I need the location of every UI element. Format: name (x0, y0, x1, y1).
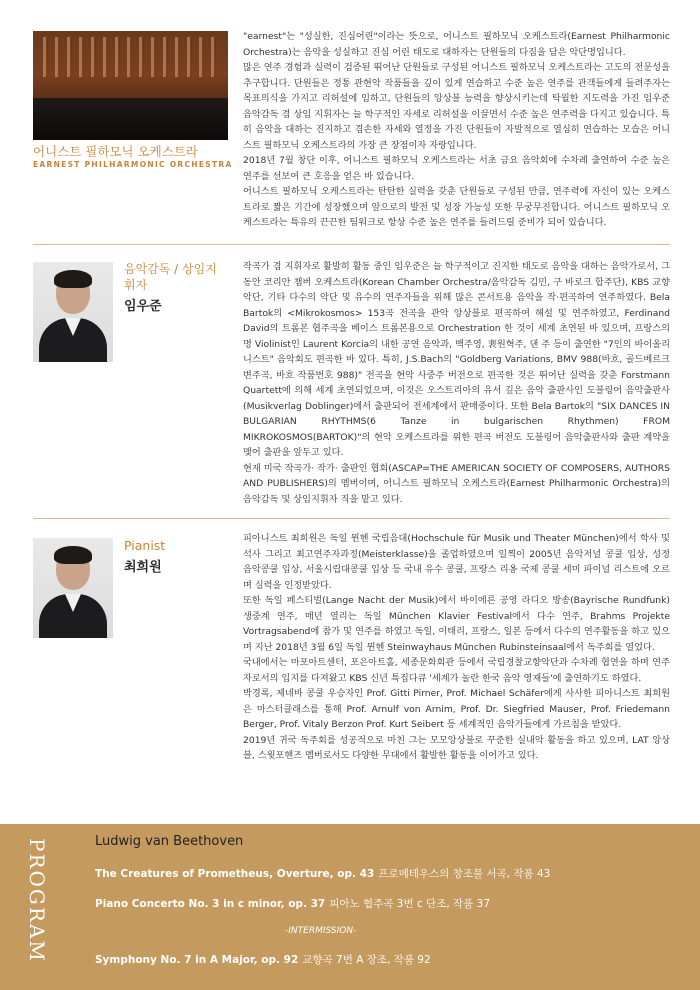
intermission-label: -INTERMISSION- (285, 926, 357, 936)
conductor-bio (243, 259, 670, 507)
conductor-section (33, 259, 670, 509)
section-divider (33, 518, 670, 519)
bio-paragraph: 2018년 7월 창단 이후, 어니스트 필하모닉 오케스트라는 서초 금요 음악회에 수차례 출연하여 수준 높은 연주를 선보여 큰 호응을 얻은 바 있습니다. (243, 155, 670, 182)
orchestra-bio (243, 29, 670, 231)
conductor-photo (33, 262, 113, 362)
conductor-role: 음악감독 / 상임지휘자 (124, 262, 217, 292)
bio-paragraph: 피아니스트 최희원은 독일 뮌헨 국립음대(Hochschule für Musik und Theater München)에서 학사 및 석사 그리고 최고연주자과정(Meisterklasse)을 졸업하였으며 일찍이 2005년 음악저널 콩쿨 입상, 성정 음악콩쿨 입상, 서울시립대콩쿨 입상 등 국내 유수 콩쿨, 프랑스 리옹 국제 콩쿨 세미 파이널 리스트에 오르며 실력을 인정받았다. (243, 533, 670, 591)
pianist-section (33, 532, 670, 817)
bio-paragraph: 작곡가 겸 지휘자로 활발히 활동 중인 임우준은 늘 학구적이고 진지한 태도로 음악을 대하는 음악가로서, 그동안 코리안 챔버 오케스트라(Korean Chamber Orchestra/음악감독 김민, 구 바로크 합주단), KBS 교향악단, 기타 다수의 악단 및 유수의 연주자들을 위해 많은 콘서트용 음악을 작·편곡하여 연주하였다. Bela Bartok의 <Mikrokosmos> 153곡 전곡을 관악 앙상블로 편곡하여 해설 및 연주하였고, Ferdinand David의 트롬본 협주곡을 베이스 트롬본용으로 Orchestration 한 것이 세계 초연된 바 있으며, 프랑스의 명 Violinist인 Laurent Korcia의 내한 공연 음악과, 백주영, 裵원혁주, 댄 주 등이 출연한 "7인의 바이올리니스트" 음악회도 편곡한 바 있다. 특히, J.S.Bach의 "Goldberg Variations, BMV 988(바흐, 골드베르크 변주곡, 바흐 작품번호 988)" 전곡을 현악 사중주 버전으로 편곡한 것은 뛰어난 실력을 갖춘 Forstmann Quartett에 의해 세계 초연되었으며, 이것은 오스트리아의 유서 깊은 음악 출판사인 도블링어 음악출판사(Musikverlag Doblinger)에서 출판되어 전세계에서 판매중이다. 또한 Bela Bartok의 "SIX DANCES IN BULGARIAN RHYTHMS(6 Tanze in bulgarischen Rhythmen) FROM MIKROKOSMOS(BARTOK)"의 현악 오케스트라를 위한 편곡 버전도 도블링어 음악출판사와 출판 계약을 맺어 출판을 앞두고 있다. (243, 261, 670, 458)
bio-paragraph: 2019년 귀국 독주회를 성공적으로 마친 그는 모모앙상블로 꾸준한 실내악 활동을 하고 있으며, LAT 앙상블, 스윗포핸즈 멤버로서도 다양한 무대에서 활발한 활동을 이어가고 있다. (243, 734, 670, 761)
bio-paragraph: 많은 연주 경험과 실력이 검증된 뛰어난 단원들로 구성된 어니스트 필하모닉 오케스트라는 고도의 전문성을 추구합니다. 단원들은 정통 관현악 작품들을 깊이 있게 연습하고 수준 높은 연주를 관객들에게 들려주자는 목표의식을 가지고 리허설에 임하고, 단원들의 앙상블 능력을 향상시키는데 탁월한 지도력을 가진 임우준 음악감독 겸 상임 지휘자는 늘 학구적인 자세로 리허설을 이끌면서 수준 높은 연주력을 다지고 있습니다. 특히 음악을 대하는 진지하고 겸손한 자세와 열정을 가진 단원들이 자발적으로 열심히 연습하는 모습은 어니스트 필하모닉 오케스트라의 가장 큰 장점이자 자랑입니다. (243, 62, 670, 151)
program-title: PROGRAM (25, 838, 49, 963)
pianist-role: Pianist (124, 538, 166, 553)
pianist-name: 최희원 (124, 560, 162, 575)
program-work: Piano Concerto No. 3 in c minor, op. 37 피아노 협주곡 3번 c 단조, 작품 37 (95, 898, 491, 910)
bio-paragraph: 국내에서는 마포아트센터, 포은아트홀, 세종문화회관 등에서 국립경찰교향악단과 수차례 협연을 하며 연주자로서의 입지를 다져왔고 KBS 신년 특집다큐 '세계가 놀란 한국 음악 영재들'에 출연하기도 하였다. (243, 657, 670, 684)
program-work: Symphony No. 7 in A Major, op. 92 교향곡 7번 A 장조, 작품 92 (95, 954, 431, 966)
orchestra-photo (33, 31, 228, 140)
program-band (0, 824, 700, 990)
bio-paragraph: 어니스트 필하모닉 오케스트라는 탄탄한 실력을 갖춘 단원들로 구성된 만큼, 연주력에 자신이 있는 오케스트라로 짧은 기간에 성장했으며 앞으로의 발전 및 성장 가능성 또한 무궁무진합니다. 어니스트 필하모닉 오케스트라는 특유의 끈끈한 팀워크로 항상 수준 높은 연주를 들려드릴 준비가 되어 있습니다. (243, 186, 670, 228)
bio-paragraph: 박경록, 제네바 콩쿨 우승자인 Prof. Gitti Pirner, Prof. Michael Schäfer에게 사사한 피아니스트 최희원은 마스터클래스를 통해 Prof. Arnulf von Arnim, Prof. Dr. Siegfried Mauser, Prof. Friedemann Berger, Prof. Vitaly Berzon Prof. Kurt Seibert 등 세계적인 음악가들에게 가르침을 받았다. (243, 688, 670, 730)
bio-paragraph: 현재 미국 작곡가· 작가· 출판인 협회(ASCAP=THE AMERICAN SOCIETY OF COMPOSERS, AUTHORS AND PUBLISHERS)의 멤버이며, 어니스트 필하모닉 오케스트라(Earnest Philharmonic Orchestra)의 음악감독 및 상임지휘자 직을 맡고 있다. (243, 462, 670, 505)
orchestra-name-en: EARNEST PHILHARMONIC ORCHESTRA (33, 160, 233, 169)
bio-paragraph: "earnest"는 "성실한, 진심어린"이라는 뜻으로, 어니스트 필하모닉 오케스트라(Earnest Philharmonic Orchestra)는 음악을 성실하고 진심 어린 태도로 대하자는 단원들의 다짐을 담은 악단명입니다. (243, 31, 670, 58)
section-divider (33, 244, 670, 245)
orchestra-name-ko: 어니스트 필하모닉 오케스트라 (33, 144, 198, 159)
pianist-photo (33, 538, 113, 638)
program-work: The Creatures of Prometheus, Overture, op. 43 프로메테우스의 창조물 서곡, 작품 43 (95, 868, 551, 880)
conductor-name: 임우준 (124, 299, 162, 314)
orchestra-section (33, 31, 670, 231)
composer-name: Ludwig van Beethoven (95, 834, 244, 849)
pianist-bio (243, 531, 670, 764)
bio-paragraph: 또한 독일 페스티벌(Lange Nacht der Musik)에서 바이에른 공영 라디오 방송(Bayrische Rundfunk) 생중계 연주, 매년 열리는 독일 München Klavier Festival에서 다수 연주, Brahms Projekte Vortragsabend에 참가 및 연주를 하였고 독일, 이태리, 프랑스, 일본 등에서 다수의 연주활동을 하고 있으며 지난 2018년 3월 6일 독일 뮌헨 Steinwayhaus München Rubinsteinsaal에서 독주회를 열었다. (243, 595, 670, 653)
